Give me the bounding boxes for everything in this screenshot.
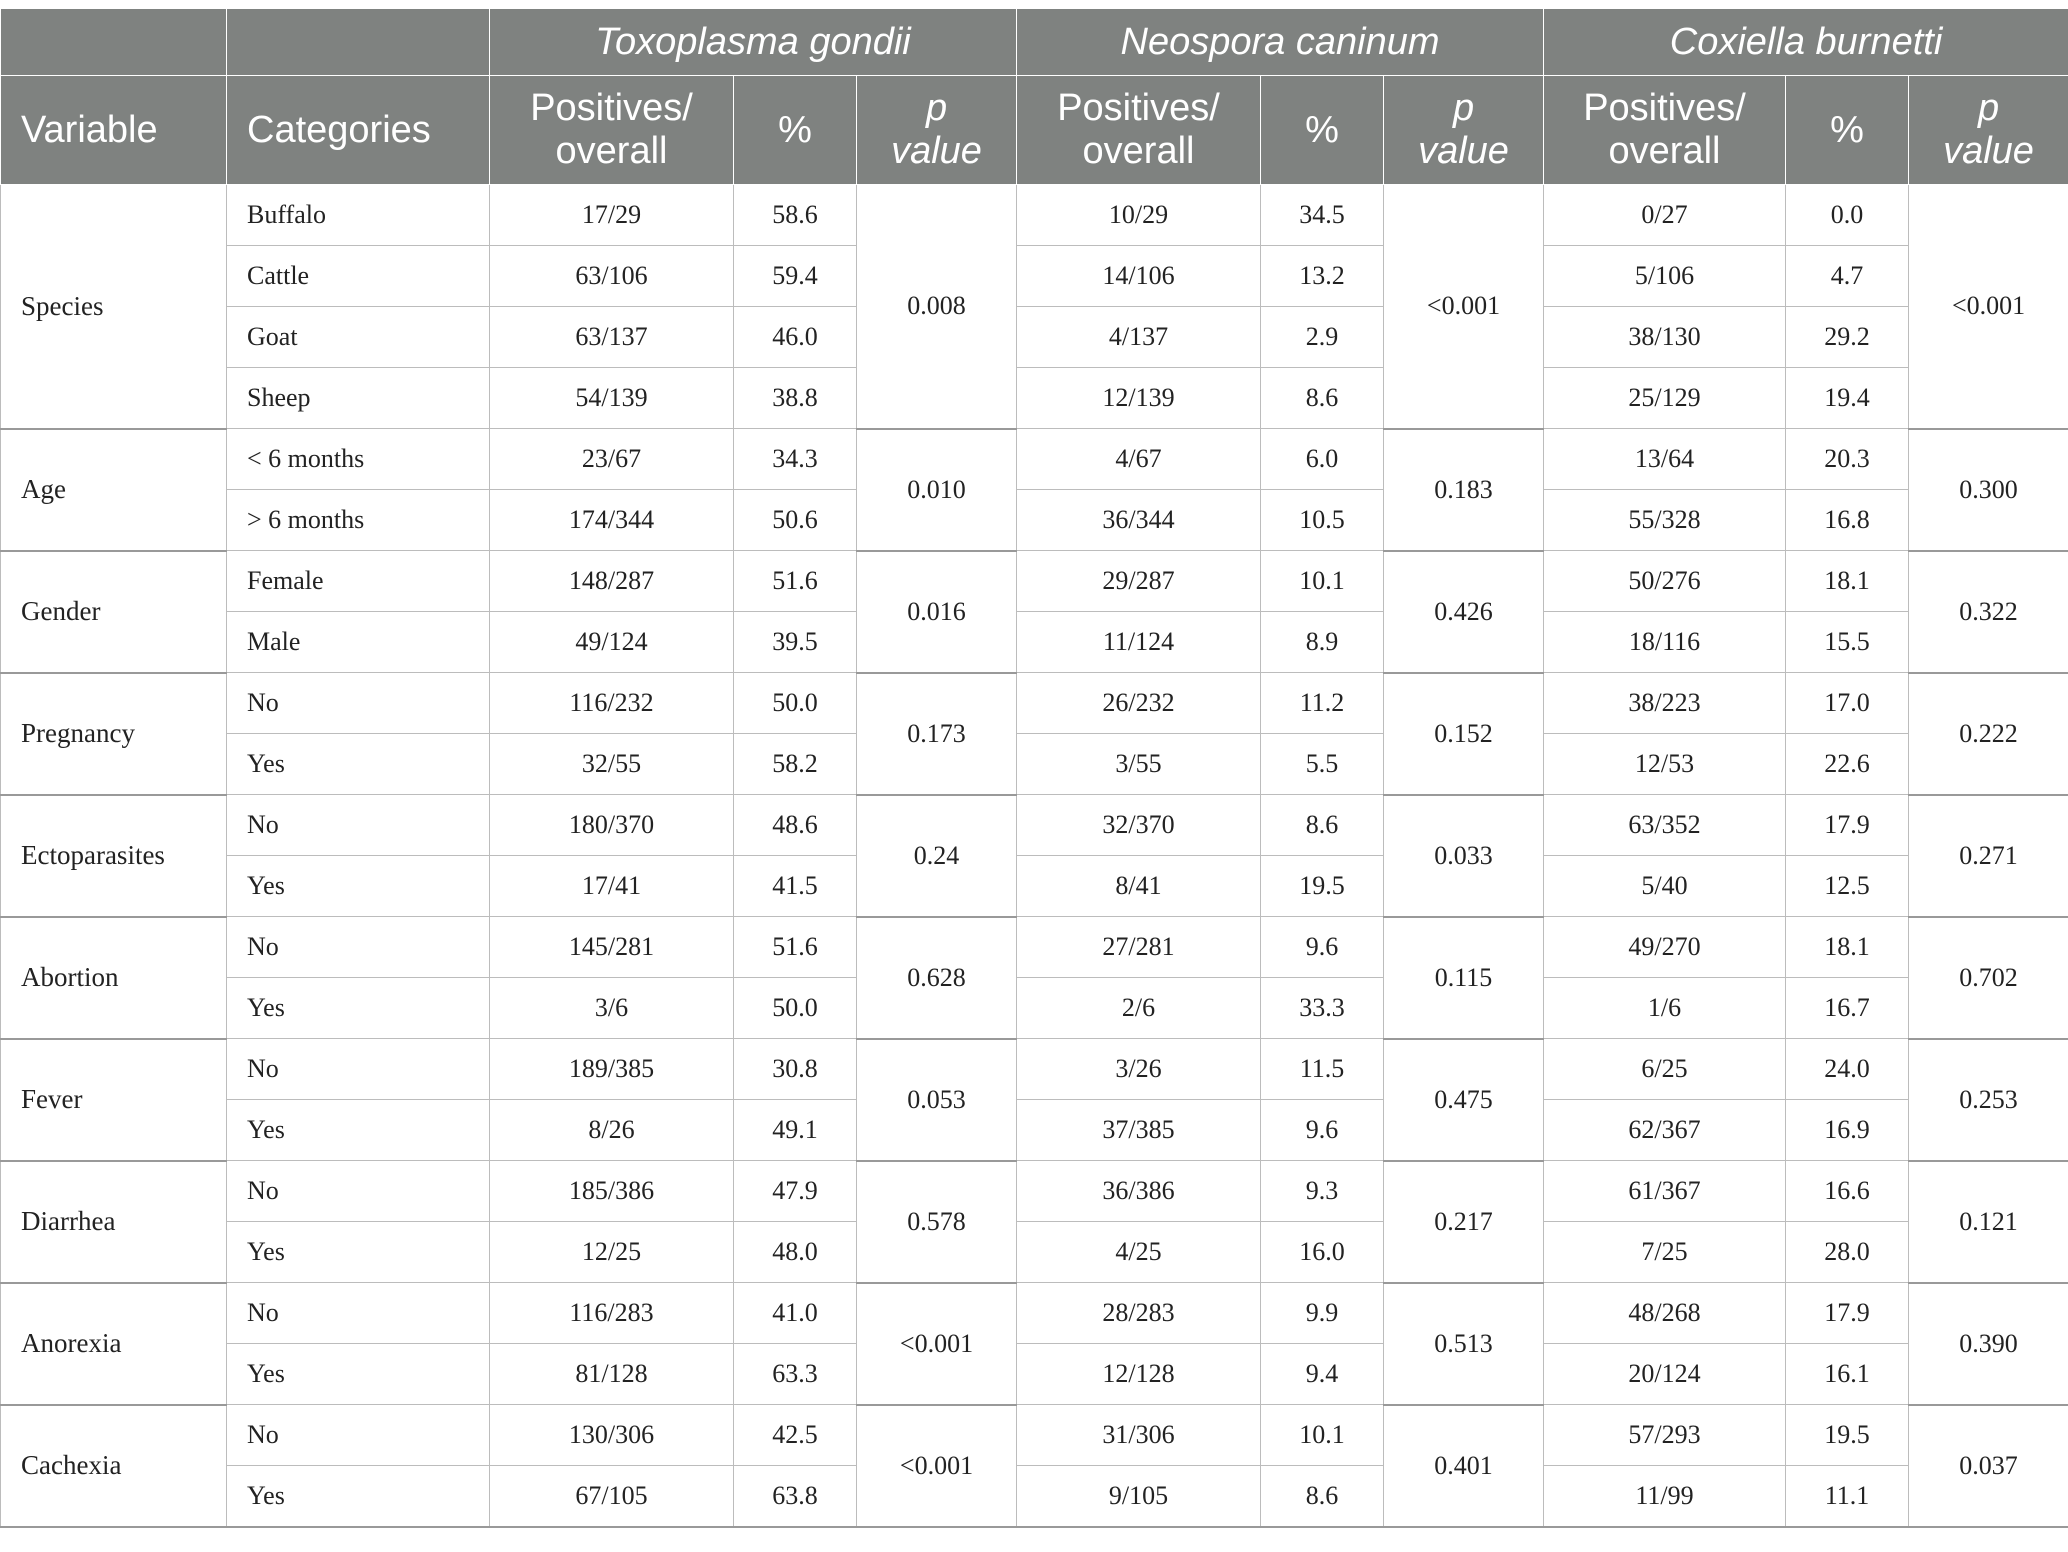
coxiella-percent-cell: 15.5: [1786, 612, 1909, 673]
p-value-header: [1384, 76, 1544, 185]
p-value-header-line2: value: [891, 130, 982, 172]
toxoplasma-percent-cell: 58.2: [734, 734, 857, 795]
variable-cell: Cachexia: [1, 1405, 227, 1528]
coxiella-p-value-cell: 0.390: [1909, 1283, 2068, 1405]
coxiella-positives-cell: 18/116: [1544, 612, 1786, 673]
table-row: [1, 368, 2068, 429]
toxoplasma-percent-cell: 41.0: [734, 1283, 857, 1344]
coxiella-percent-cell: 17.9: [1786, 1283, 1909, 1344]
toxoplasma-percent-cell: 46.0: [734, 307, 857, 368]
neospora-percent-cell: 9.9: [1261, 1283, 1384, 1344]
data-table: [0, 8, 2068, 1528]
coxiella-p-value-cell: 0.322: [1909, 551, 2068, 673]
neospora-percent-cell: 10.5: [1261, 490, 1384, 551]
coxiella-percent-cell: 0.0: [1786, 185, 1909, 246]
toxoplasma-positives-cell: 189/385: [490, 1039, 734, 1100]
neospora-percent-cell: 6.0: [1261, 429, 1384, 490]
category-cell: Yes: [227, 856, 490, 917]
table-row: [1, 307, 2068, 368]
table-row: [1, 856, 2068, 917]
positives-header: [1017, 76, 1261, 185]
toxoplasma-positives-cell: 116/232: [490, 673, 734, 734]
toxoplasma-p-value-cell: 0.053: [857, 1039, 1017, 1161]
coxiella-p-value-cell: 0.037: [1909, 1405, 2068, 1528]
coxiella-positives-cell: 11/99: [1544, 1466, 1786, 1528]
coxiella-percent-cell: 18.1: [1786, 551, 1909, 612]
p-value-header: [857, 76, 1017, 185]
neospora-positives-cell: 11/124: [1017, 612, 1261, 673]
neospora-percent-cell: 8.6: [1261, 795, 1384, 856]
group-header-toxoplasma: Toxoplasma gondii: [490, 9, 1017, 76]
category-cell: < 6 months: [227, 429, 490, 490]
category-cell: Buffalo: [227, 185, 490, 246]
coxiella-percent-cell: 19.4: [1786, 368, 1909, 429]
table-row: [1, 1100, 2068, 1161]
neospora-p-value-cell: <0.001: [1384, 185, 1544, 429]
coxiella-positives-cell: 20/124: [1544, 1344, 1786, 1405]
coxiella-positives-cell: 5/106: [1544, 246, 1786, 307]
toxoplasma-positives-cell: 116/283: [490, 1283, 734, 1344]
variable-cell: Ectoparasites: [1, 795, 227, 917]
neospora-positives-cell: 4/137: [1017, 307, 1261, 368]
variable-cell: Species: [1, 185, 227, 429]
variable-cell: Fever: [1, 1039, 227, 1161]
toxoplasma-percent-cell: 50.6: [734, 490, 857, 551]
toxoplasma-positives-cell: 49/124: [490, 612, 734, 673]
category-cell: No: [227, 795, 490, 856]
positives-header-line2: overall: [1082, 130, 1195, 172]
table-row: [1, 551, 2068, 612]
p-value-header-line2: value: [1943, 130, 2034, 172]
neospora-p-value-cell: 0.033: [1384, 795, 1544, 917]
table-row: [1, 978, 2068, 1039]
toxoplasma-percent-cell: 58.6: [734, 185, 857, 246]
neospora-percent-cell: 13.2: [1261, 246, 1384, 307]
neospora-positives-cell: 36/344: [1017, 490, 1261, 551]
neospora-positives-cell: 36/386: [1017, 1161, 1261, 1222]
coxiella-positives-cell: 6/25: [1544, 1039, 1786, 1100]
coxiella-percent-cell: 17.0: [1786, 673, 1909, 734]
category-cell: No: [227, 1283, 490, 1344]
category-cell: No: [227, 1405, 490, 1466]
neospora-positives-cell: 12/128: [1017, 1344, 1261, 1405]
neospora-positives-cell: 14/106: [1017, 246, 1261, 307]
positives-header-line2: overall: [555, 130, 668, 172]
toxoplasma-p-value-cell: 0.008: [857, 185, 1017, 429]
category-cell: Sheep: [227, 368, 490, 429]
percent-header: %: [1786, 76, 1909, 185]
coxiella-positives-cell: 5/40: [1544, 856, 1786, 917]
neospora-percent-cell: 9.6: [1261, 917, 1384, 978]
toxoplasma-percent-cell: 41.5: [734, 856, 857, 917]
neospora-positives-cell: 3/55: [1017, 734, 1261, 795]
toxoplasma-positives-cell: 130/306: [490, 1405, 734, 1466]
coxiella-positives-cell: 50/276: [1544, 551, 1786, 612]
positives-header-line1: Positives/: [1583, 87, 1746, 130]
toxoplasma-p-value-cell: <0.001: [857, 1283, 1017, 1405]
neospora-percent-cell: 8.6: [1261, 368, 1384, 429]
coxiella-positives-cell: 62/367: [1544, 1100, 1786, 1161]
coxiella-positives-cell: 13/64: [1544, 429, 1786, 490]
neospora-positives-cell: 10/29: [1017, 185, 1261, 246]
toxoplasma-p-value-cell: 0.628: [857, 917, 1017, 1039]
coxiella-percent-cell: 11.1: [1786, 1466, 1909, 1528]
p-value-header: [1909, 76, 2068, 185]
table-row: [1, 1405, 2068, 1466]
neospora-percent-cell: 33.3: [1261, 978, 1384, 1039]
variable-cell: Age: [1, 429, 227, 551]
category-cell: Yes: [227, 1344, 490, 1405]
toxoplasma-positives-cell: 148/287: [490, 551, 734, 612]
category-cell: No: [227, 1039, 490, 1100]
coxiella-percent-cell: 24.0: [1786, 1039, 1909, 1100]
neospora-percent-cell: 9.6: [1261, 1100, 1384, 1161]
category-cell: Yes: [227, 1100, 490, 1161]
toxoplasma-p-value-cell: 0.010: [857, 429, 1017, 551]
toxoplasma-positives-cell: 12/25: [490, 1222, 734, 1283]
neospora-positives-cell: 9/105: [1017, 1466, 1261, 1528]
coxiella-positives-cell: 49/270: [1544, 917, 1786, 978]
coxiella-percent-cell: 28.0: [1786, 1222, 1909, 1283]
coxiella-percent-cell: 16.1: [1786, 1344, 1909, 1405]
coxiella-p-value-cell: 0.121: [1909, 1161, 2068, 1283]
neospora-percent-cell: 34.5: [1261, 185, 1384, 246]
toxoplasma-percent-cell: 59.4: [734, 246, 857, 307]
toxoplasma-percent-cell: 49.1: [734, 1100, 857, 1161]
coxiella-percent-cell: 20.3: [1786, 429, 1909, 490]
positives-header: [1544, 76, 1786, 185]
table-row: [1, 734, 2068, 795]
variable-cell: Diarrhea: [1, 1161, 227, 1283]
toxoplasma-p-value-cell: 0.24: [857, 795, 1017, 917]
coxiella-percent-cell: 22.6: [1786, 734, 1909, 795]
variable-cell: Gender: [1, 551, 227, 673]
coxiella-positives-cell: 12/53: [1544, 734, 1786, 795]
neospora-p-value-cell: 0.475: [1384, 1039, 1544, 1161]
neospora-positives-cell: 4/25: [1017, 1222, 1261, 1283]
toxoplasma-positives-cell: 23/67: [490, 429, 734, 490]
neospora-percent-cell: 8.9: [1261, 612, 1384, 673]
category-cell: Goat: [227, 307, 490, 368]
neospora-percent-cell: 9.4: [1261, 1344, 1384, 1405]
coxiella-p-value-cell: 0.702: [1909, 917, 2068, 1039]
positives-header-line1: Positives/: [530, 87, 693, 130]
toxoplasma-positives-cell: 180/370: [490, 795, 734, 856]
coxiella-positives-cell: 38/130: [1544, 307, 1786, 368]
coxiella-positives-cell: 1/6: [1544, 978, 1786, 1039]
positives-header-line2: overall: [1608, 130, 1721, 172]
neospora-p-value-cell: 0.426: [1384, 551, 1544, 673]
toxoplasma-positives-cell: 63/137: [490, 307, 734, 368]
table-row: [1, 1039, 2068, 1100]
p-value-header-line1: p: [1977, 87, 2000, 130]
category-cell: > 6 months: [227, 490, 490, 551]
table-row: [1, 917, 2068, 978]
neospora-positives-cell: 27/281: [1017, 917, 1261, 978]
toxoplasma-percent-cell: 63.8: [734, 1466, 857, 1528]
table-row: [1, 429, 2068, 490]
category-cell: No: [227, 1161, 490, 1222]
coxiella-percent-cell: 19.5: [1786, 1405, 1909, 1466]
toxoplasma-positives-cell: 32/55: [490, 734, 734, 795]
coxiella-positives-cell: 61/367: [1544, 1161, 1786, 1222]
category-cell: Yes: [227, 734, 490, 795]
toxoplasma-positives-cell: 17/29: [490, 185, 734, 246]
neospora-percent-cell: 9.3: [1261, 1161, 1384, 1222]
positives-header: [490, 76, 734, 185]
coxiella-percent-cell: 4.7: [1786, 246, 1909, 307]
variable-cell: Pregnancy: [1, 673, 227, 795]
neospora-percent-cell: 10.1: [1261, 1405, 1384, 1466]
coxiella-percent-cell: 16.8: [1786, 490, 1909, 551]
neospora-positives-cell: 26/232: [1017, 673, 1261, 734]
neospora-p-value-cell: 0.217: [1384, 1161, 1544, 1283]
coxiella-positives-cell: 63/352: [1544, 795, 1786, 856]
neospora-percent-cell: 11.2: [1261, 673, 1384, 734]
toxoplasma-percent-cell: 51.6: [734, 917, 857, 978]
neospora-p-value-cell: 0.115: [1384, 917, 1544, 1039]
coxiella-positives-cell: 7/25: [1544, 1222, 1786, 1283]
toxoplasma-positives-cell: 185/386: [490, 1161, 734, 1222]
toxoplasma-positives-cell: 145/281: [490, 917, 734, 978]
table-row: [1, 1344, 2068, 1405]
coxiella-p-value-cell: 0.271: [1909, 795, 2068, 917]
neospora-p-value-cell: 0.513: [1384, 1283, 1544, 1405]
coxiella-positives-cell: 57/293: [1544, 1405, 1786, 1466]
toxoplasma-positives-cell: 8/26: [490, 1100, 734, 1161]
category-cell: Yes: [227, 1222, 490, 1283]
toxoplasma-p-value-cell: 0.173: [857, 673, 1017, 795]
toxoplasma-positives-cell: 17/41: [490, 856, 734, 917]
table-body: [1, 185, 2068, 1528]
neospora-positives-cell: 2/6: [1017, 978, 1261, 1039]
p-value-header-line1: p: [925, 87, 948, 130]
table-row: [1, 185, 2068, 246]
column-header-row: [1, 76, 2068, 185]
table-row: [1, 673, 2068, 734]
coxiella-positives-cell: 48/268: [1544, 1283, 1786, 1344]
coxiella-percent-cell: 12.5: [1786, 856, 1909, 917]
neospora-p-value-cell: 0.401: [1384, 1405, 1544, 1528]
toxoplasma-percent-cell: 30.8: [734, 1039, 857, 1100]
neospora-positives-cell: 31/306: [1017, 1405, 1261, 1466]
toxoplasma-percent-cell: 50.0: [734, 673, 857, 734]
group-header-coxiella: Coxiella burnetti: [1544, 9, 2068, 76]
toxoplasma-percent-cell: 51.6: [734, 551, 857, 612]
toxoplasma-percent-cell: 38.8: [734, 368, 857, 429]
neospora-p-value-cell: 0.183: [1384, 429, 1544, 551]
table-row: [1, 1161, 2068, 1222]
table-row: [1, 795, 2068, 856]
category-cell: Cattle: [227, 246, 490, 307]
table-row: [1, 612, 2068, 673]
toxoplasma-percent-cell: 63.3: [734, 1344, 857, 1405]
neospora-percent-cell: 11.5: [1261, 1039, 1384, 1100]
neospora-percent-cell: 16.0: [1261, 1222, 1384, 1283]
table-row: [1, 490, 2068, 551]
table-row: [1, 246, 2068, 307]
categories-header: Categories: [227, 76, 490, 185]
category-cell: Female: [227, 551, 490, 612]
coxiella-positives-cell: 38/223: [1544, 673, 1786, 734]
variable-cell: Abortion: [1, 917, 227, 1039]
neospora-percent-cell: 5.5: [1261, 734, 1384, 795]
toxoplasma-percent-cell: 48.0: [734, 1222, 857, 1283]
toxoplasma-percent-cell: 50.0: [734, 978, 857, 1039]
neospora-positives-cell: 4/67: [1017, 429, 1261, 490]
variable-header: Variable: [1, 76, 227, 185]
neospora-positives-cell: 3/26: [1017, 1039, 1261, 1100]
coxiella-percent-cell: 16.7: [1786, 978, 1909, 1039]
blank-header-cell: [1, 9, 227, 76]
neospora-positives-cell: 29/287: [1017, 551, 1261, 612]
toxoplasma-positives-cell: 174/344: [490, 490, 734, 551]
group-header-neospora: Neospora caninum: [1017, 9, 1544, 76]
category-cell: Male: [227, 612, 490, 673]
coxiella-p-value-cell: 0.222: [1909, 673, 2068, 795]
coxiella-p-value-cell: <0.001: [1909, 185, 2068, 429]
neospora-percent-cell: 2.9: [1261, 307, 1384, 368]
category-cell: Yes: [227, 978, 490, 1039]
toxoplasma-positives-cell: 67/105: [490, 1466, 734, 1528]
toxoplasma-percent-cell: 47.9: [734, 1161, 857, 1222]
table-row: [1, 1222, 2068, 1283]
neospora-p-value-cell: 0.152: [1384, 673, 1544, 795]
toxoplasma-positives-cell: 54/139: [490, 368, 734, 429]
neospora-positives-cell: 28/283: [1017, 1283, 1261, 1344]
coxiella-p-value-cell: 0.253: [1909, 1039, 2068, 1161]
table-row: [1, 1466, 2068, 1528]
coxiella-percent-cell: 29.2: [1786, 307, 1909, 368]
table-row: [1, 1283, 2068, 1344]
neospora-percent-cell: 10.1: [1261, 551, 1384, 612]
neospora-percent-cell: 19.5: [1261, 856, 1384, 917]
coxiella-percent-cell: 18.1: [1786, 917, 1909, 978]
toxoplasma-p-value-cell: 0.578: [857, 1161, 1017, 1283]
coxiella-percent-cell: 16.6: [1786, 1161, 1909, 1222]
coxiella-p-value-cell: 0.300: [1909, 429, 2068, 551]
group-header-row: [1, 9, 2068, 76]
coxiella-positives-cell: 0/27: [1544, 185, 1786, 246]
toxoplasma-positives-cell: 63/106: [490, 246, 734, 307]
variable-cell: Anorexia: [1, 1283, 227, 1405]
toxoplasma-p-value-cell: <0.001: [857, 1405, 1017, 1528]
toxoplasma-positives-cell: 81/128: [490, 1344, 734, 1405]
p-value-header-line1: p: [1452, 87, 1475, 130]
p-value-header-line2: value: [1418, 130, 1509, 172]
toxoplasma-percent-cell: 34.3: [734, 429, 857, 490]
toxoplasma-percent-cell: 48.6: [734, 795, 857, 856]
neospora-positives-cell: 32/370: [1017, 795, 1261, 856]
percent-header: %: [734, 76, 857, 185]
category-cell: Yes: [227, 1466, 490, 1528]
table-container: [0, 8, 2068, 1528]
toxoplasma-percent-cell: 39.5: [734, 612, 857, 673]
neospora-percent-cell: 8.6: [1261, 1466, 1384, 1528]
blank-header-cell: [227, 9, 490, 76]
coxiella-percent-cell: 17.9: [1786, 795, 1909, 856]
category-cell: No: [227, 673, 490, 734]
neospora-positives-cell: 12/139: [1017, 368, 1261, 429]
toxoplasma-p-value-cell: 0.016: [857, 551, 1017, 673]
toxoplasma-positives-cell: 3/6: [490, 978, 734, 1039]
neospora-positives-cell: 37/385: [1017, 1100, 1261, 1161]
toxoplasma-percent-cell: 42.5: [734, 1405, 857, 1466]
coxiella-positives-cell: 55/328: [1544, 490, 1786, 551]
percent-header: %: [1261, 76, 1384, 185]
neospora-positives-cell: 8/41: [1017, 856, 1261, 917]
coxiella-positives-cell: 25/129: [1544, 368, 1786, 429]
positives-header-line1: Positives/: [1057, 87, 1220, 130]
category-cell: No: [227, 917, 490, 978]
coxiella-percent-cell: 16.9: [1786, 1100, 1909, 1161]
